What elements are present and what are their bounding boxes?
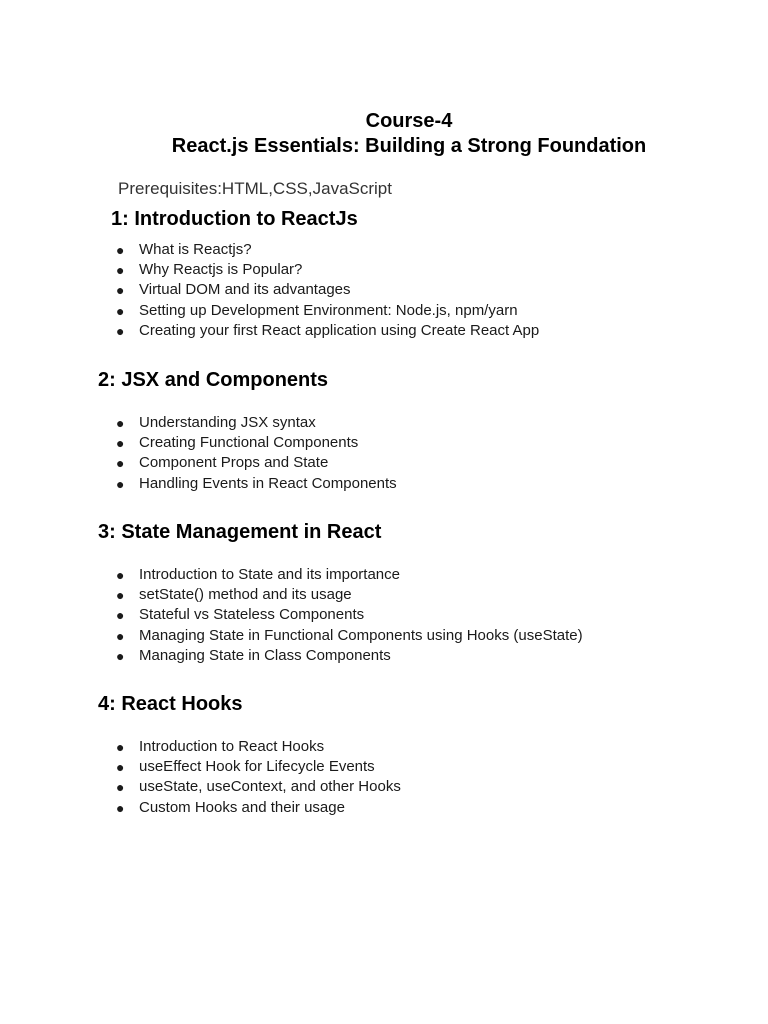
bullet-icon: ● — [116, 302, 125, 319]
list-item: ● Custom Hooks and their usage — [116, 798, 345, 816]
bullet-icon: ● — [116, 779, 125, 796]
bullet-icon: ● — [116, 759, 125, 776]
list-item: ● Managing State in Class Components — [116, 646, 391, 664]
bullet-icon: ● — [116, 627, 125, 644]
bullet-icon: ● — [116, 262, 125, 279]
bullet-icon: ● — [116, 607, 125, 624]
bullet-icon: ● — [116, 455, 125, 472]
bullet-icon: ● — [116, 282, 125, 299]
section-heading-3: 3: State Management in React — [98, 521, 382, 543]
section-heading-4: 4: React Hooks — [98, 693, 243, 715]
list-item: ● Component Props and State — [116, 454, 329, 472]
bullet-icon: ● — [116, 567, 125, 583]
list-item: ● Introduction to State and its importance — [116, 566, 400, 583]
list-item: ● useState, useContext, and other Hooks — [116, 778, 401, 796]
bullet-icon: ● — [116, 587, 125, 604]
bullet-icon: ● — [116, 647, 125, 664]
bullet-icon: ● — [116, 739, 125, 755]
bullet-icon: ● — [116, 322, 125, 339]
section-list-2 — [0, 413, 397, 494]
list-item: ● setState() method and its usage — [116, 586, 352, 604]
section-list-3 — [0, 565, 583, 666]
section-heading-1: 1: Introduction to ReactJs — [111, 208, 358, 230]
list-item: ● Virtual DOM and its advantages — [116, 281, 351, 299]
bullet-icon: ● — [116, 435, 125, 452]
list-item: ● Setting up Development Environment: Node.js, npm/yarn — [116, 301, 518, 319]
list-item: ● Introduction to React Hooks — [116, 738, 325, 755]
bullet-icon: ● — [116, 799, 125, 816]
list-item: ● Handling Events in React Components — [116, 474, 397, 492]
list-item: ● Managing State in Functional Components using Hooks (useState) — [116, 626, 583, 644]
course-title: React.js Essentials: Building a Strong Foundation — [171, 135, 647, 157]
bullet-icon: ● — [116, 242, 125, 258]
prerequisites-line: Prerequisites:HTML,CSS,JavaScript — [118, 179, 392, 198]
list-item: ● Creating your first React application using Create React App — [116, 321, 540, 339]
list-item: ● Why Reactjs is Popular? — [116, 261, 303, 279]
bullet-icon: ● — [116, 475, 125, 492]
bullet-icon: ● — [116, 415, 125, 431]
section-heading-2: 2: JSX and Components — [98, 369, 329, 391]
list-item: ● Stateful vs Stateless Components — [116, 606, 365, 624]
section-list-4 — [0, 737, 401, 818]
section-list-1 — [0, 240, 539, 341]
list-item: ● What is Reactjs? — [116, 241, 252, 258]
list-item: ● Understanding JSX syntax — [116, 414, 316, 431]
list-item: ● useEffect Hook for Lifecycle Events — [116, 758, 375, 776]
course-number: Course-4 — [365, 110, 453, 132]
list-item: ● Creating Functional Components — [116, 434, 359, 452]
